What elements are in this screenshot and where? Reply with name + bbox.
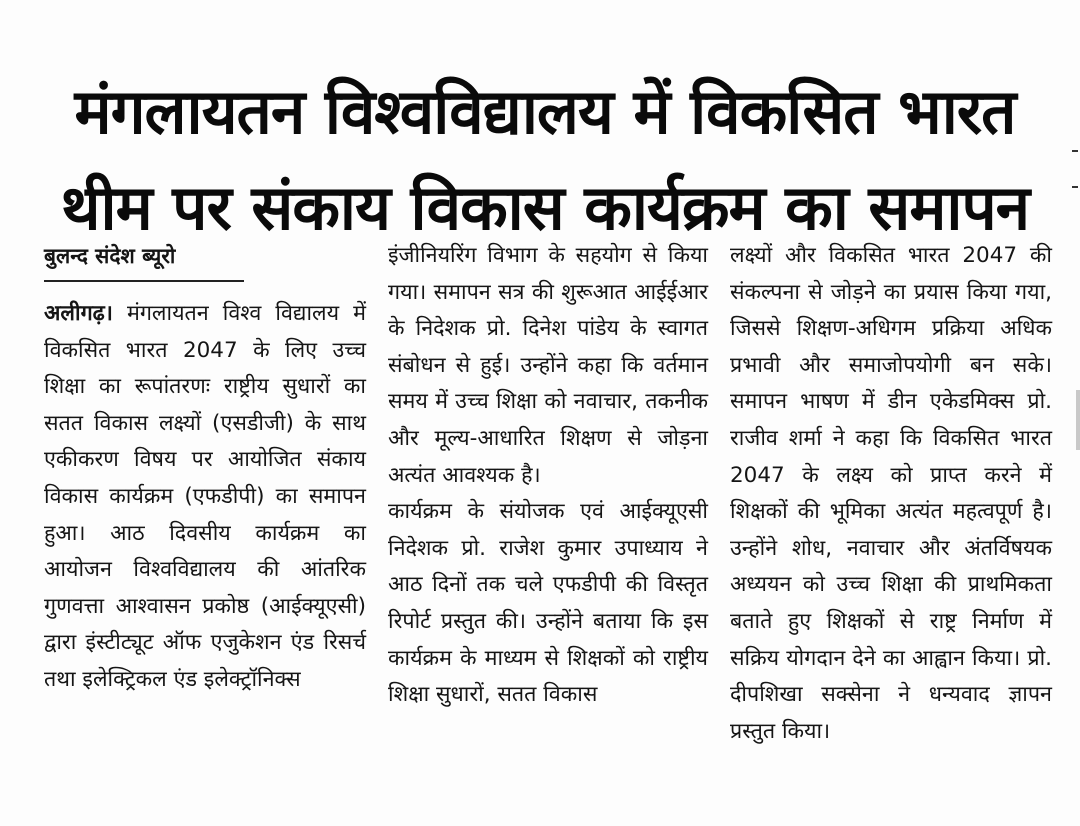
page-edge-shadow <box>1076 390 1080 450</box>
headline <box>30 64 1060 256</box>
column-2-paragraph-1: इंजीनियरिंग विभाग के सहयोग से किया गया। समापन सत्र की शुरूआत आईईआर के निदेशक प्रो. दिनेश पांडेय के स्वागत संबोधन से हुई। उन्होंने कहा कि वर्तमान समय में उच्च शिक्षा को नवाचार, तकनीक और मूल्य-आधारित शिक्षण से जोड़ना अत्यंत आवश्यक है। <box>388 243 708 488</box>
page-edge-mark <box>1072 186 1078 188</box>
column-3-text: लक्ष्यों और विकसित भारत 2047 की संकल्पना से जोड़ने का प्रयास किया गया, जिससे शिक्षण-अधिगम प्रक्रिया अधिक प्रभावी और समाजोपयोगी बन सके। समापन भाषण में डीन एकेडमिक्स प्रो. राजीव शर्मा ने कहा कि विकसित भारत 2047 के लक्ष्य को प्राप्त करने में शिक्षकों की भूमिका अत्यंत महत्वपूर्ण है। उन्होंने शोध, नवाचार और अंतर्विषयक अध्ययन को उच्च शिक्षा की प्राथमिकता बताते हुए शिक्षकों से राष्ट्र निर्माण में सक्रिय योगदान देने का आह्वान किया। प्रो. दीपशिखा सक्सेना ने धन्यवाद ज्ञापन प्रस्तुत किया। <box>730 243 1052 744</box>
column-2-paragraph-2: कार्यक्रम के संयोजक एवं आईक्यूएसी निदेशक प्रो. राजेश कुमार उपाध्याय ने आठ दिनों तक चले एफडीपी की विस्तृत रिपोर्ट प्रस्तुत की। उन्होंने बताया कि इस कार्यक्रम के माध्यम से शिक्षकों को राष्ट्रीय शिक्षा सुधारों, सतत विकास <box>388 499 708 708</box>
article-column-1 <box>44 238 366 699</box>
headline-line-2: थीम पर संकाय विकास कार्यक्रम का समापन <box>60 170 1030 244</box>
byline: बुलन्द संदेश ब्यूरो <box>44 238 244 282</box>
page-edge-mark <box>1072 150 1078 152</box>
dateline: अलीगढ़। <box>44 301 113 326</box>
article-column-2 <box>388 238 708 714</box>
column-1-text <box>44 296 366 699</box>
headline-line-1: मंगलायतन विश्वविद्यालय में विकसित भारत <box>74 74 1016 148</box>
article-column-3 <box>730 238 1052 750</box>
column-1-body: मंगलायतन विश्व विद्यालय में विकसित भारत 2047 के लिए उच्च शिक्षा का रूपांतरणः राष्ट्रीय सुधारों का सतत विकास लक्ष्यों (एसडीजी) के साथ एकीकरण विषय पर आयोजित संकाय विकास कार्यक्रम (एफडीपी) का समापन हुआ। आठ दिवसीय कार्यक्रम का आयोजन विश्वविद्यालय की आंतरिक गुणवत्ता आश्वासन प्रकोष्ठ (आईक्यूएसी) द्वारा इंस्टीट्यूट ऑफ एजुकेशन एंड रिसर्च तथा इलेक्ट्रिकल एंड इलेक्ट्रॉनिक्स <box>44 301 366 692</box>
